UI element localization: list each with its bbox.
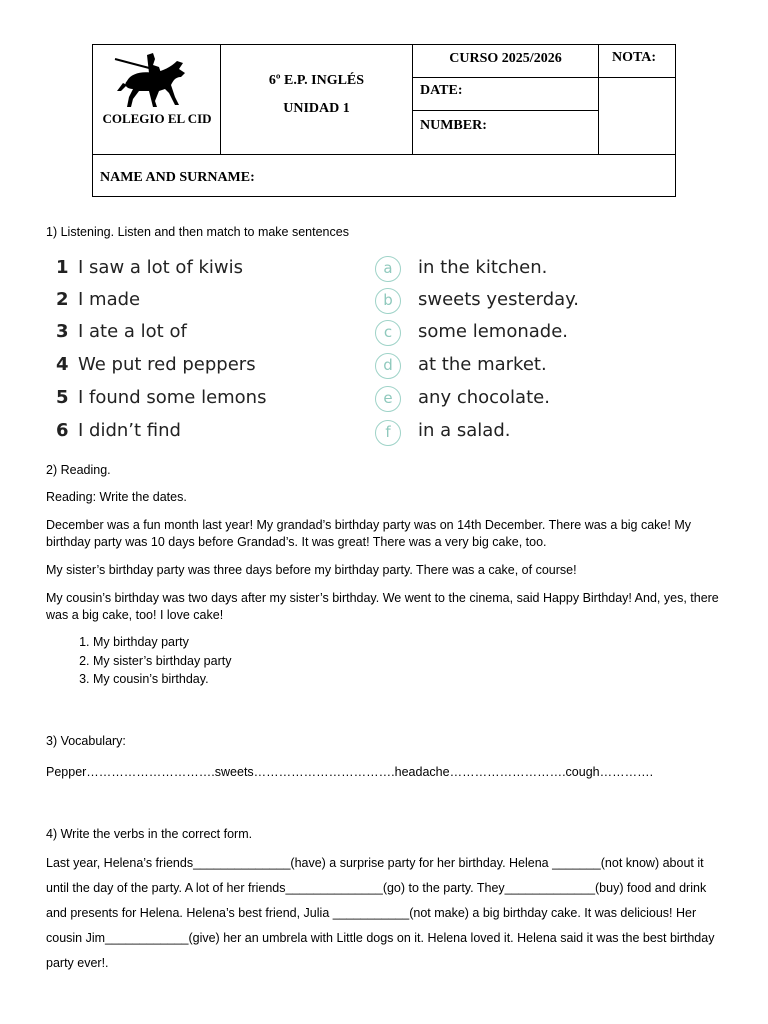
reading-paragraph-2: My sister’s birthday party was three days before my birthday party. There was a cake, of course!: [46, 563, 577, 577]
match-letter-e: e: [375, 386, 401, 412]
school-name: COLEGIO EL CID: [102, 111, 212, 126]
vocabulary-title: 3) Vocabulary:: [46, 734, 126, 748]
listening-title: 1) Listening. Listen and then match to make sentences: [46, 225, 349, 239]
match-ending-c: some lemonade.: [418, 321, 569, 342]
match-start-6: [56, 420, 181, 441]
verbs-exercise-text: Last year, Helena’s friends______________(have) a surprise party for her birthday. Helena _______(not know) about it until the day of the party. A lot of her friends______________(go) to the party. They_____________(buy) food and drink and presents for Helena. Helena’s best friend, Julia ___________(not make) a big birthday cake. It was delicious! Her cousin Jim____________(give) her an umbrela with Little dogs on it. Helena loved it. Helena said it was the best birthday party ever!.: [46, 856, 715, 970]
match-letter-b: b: [375, 288, 401, 314]
match-ending-f: in a salad.: [418, 420, 511, 441]
match-start-2: [56, 289, 140, 310]
header-table: [92, 44, 676, 197]
reading-subtitle: Reading: Write the dates.: [46, 490, 187, 504]
reading-date-list: [46, 633, 231, 689]
match-start-text: I made: [78, 289, 141, 310]
match-number: 1: [56, 257, 69, 278]
grade-field[interactable]: NOTA:: [599, 45, 675, 78]
school-year: CURSO 2025/2026: [413, 45, 599, 78]
knight-horse-logo: [113, 51, 193, 109]
number-field[interactable]: NUMBER:: [413, 111, 599, 154]
match-letter-c: c: [375, 320, 401, 346]
verbs-title: 4) Write the verbs in the correct form.: [46, 827, 253, 841]
match-number: 5: [56, 387, 69, 408]
match-start-text: I saw a lot of kiwis: [78, 257, 244, 278]
match-ending-d: at the market.: [418, 354, 547, 375]
match-letter-a: a: [375, 256, 401, 282]
list-item: 3. My cousin’s birthday.: [93, 670, 231, 689]
course-cell: [221, 45, 413, 154]
match-start-text: We put red peppers: [78, 354, 256, 375]
match-ending-a: in the kitchen.: [418, 257, 548, 278]
match-start-3: [56, 321, 187, 342]
reading-title: 2) Reading.: [46, 463, 111, 477]
match-start-1: [56, 257, 243, 278]
match-start-text: I found some lemons: [78, 387, 267, 408]
match-start-text: I ate a lot of: [78, 321, 187, 342]
vocabulary-line: Pepper………………………….sweets…………………………….headache……………………….cough………….: [46, 765, 654, 779]
match-letter-d: d: [375, 353, 401, 379]
match-start-5: [56, 387, 266, 408]
logo-cell: [93, 45, 221, 154]
match-start-text: I didn’t find: [78, 420, 181, 441]
match-number: 4: [56, 354, 69, 375]
match-ending-e: any chocolate.: [418, 387, 550, 408]
course-subject: 6º E.P. INGLÉS: [268, 73, 365, 88]
course-unit: UNIDAD 1: [283, 101, 350, 116]
match-number: 3: [56, 321, 69, 342]
reading-paragraph-1: December was a fun month last year! My grandad’s birthday party was on 14th December. There was a big cake! My birthday party was 10 days before Grandad’s. It was great! There was a very big cake, too.: [46, 518, 691, 549]
match-number: 6: [56, 420, 69, 441]
match-ending-b: sweets yesterday.: [418, 289, 579, 310]
match-number: 2: [56, 289, 69, 310]
reading-paragraph-3: My cousin’s birthday was two days after my sister’s birthday. We went to the cinema, said Happy Birthday! And, yes, there was a big cake, too! I love cake!: [46, 591, 719, 622]
list-item: 2. My sister’s birthday party: [93, 652, 231, 671]
match-letter-f: f: [375, 420, 401, 446]
list-item: 1. My birthday party: [93, 633, 231, 652]
name-field[interactable]: NAME AND SURNAME:: [93, 154, 675, 196]
match-start-4: [56, 354, 256, 375]
date-field[interactable]: DATE:: [413, 78, 599, 111]
